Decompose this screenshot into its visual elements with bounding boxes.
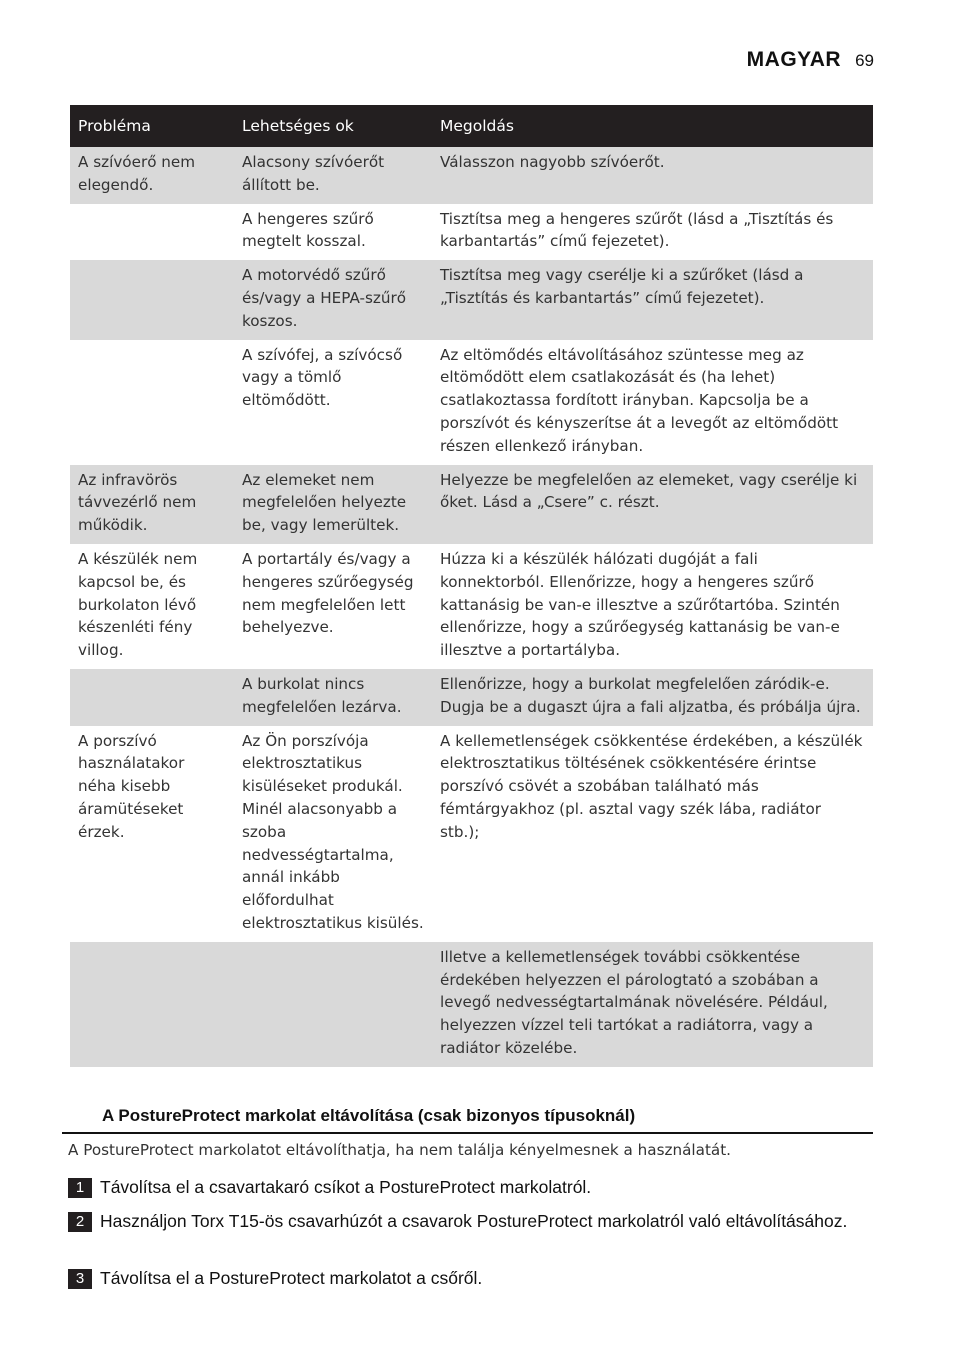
step-number: 1 — [68, 1178, 92, 1198]
problem-cell — [70, 340, 234, 465]
step-text: Távolítsa el a PostureProtect markolatot a csőről. — [100, 1268, 483, 1288]
solution-cell: Tisztítsa meg vagy cserélje ki a szűrőket (lásd a „Tisztítás és karbantartás” című fejezetet). — [432, 260, 873, 339]
problem-cell: A szívóerő nem elegendő. — [70, 147, 234, 204]
cause-cell: A burkolat nincs megfelelően lezárva. — [234, 669, 432, 726]
step-item — [68, 1267, 873, 1290]
table-row — [70, 204, 873, 261]
column-header-problem: Probléma — [70, 105, 234, 147]
troubleshooting-table — [70, 105, 873, 1067]
table-row — [70, 340, 873, 465]
cause-cell: A szívófej, a szívócső vagy a tömlő eltömődött. — [234, 340, 432, 465]
table-row — [70, 544, 873, 669]
solution-cell: Válasszon nagyobb szívóerőt. — [432, 147, 873, 204]
cause-cell: Alacsony szívóerőt állított be. — [234, 147, 432, 204]
step-number: 3 — [68, 1269, 92, 1289]
table-row — [70, 260, 873, 339]
problem-cell: Az infravörös távvezérlő nem működik. — [70, 465, 234, 544]
cause-cell: Az elemeket nem megfelelően helyezte be, vagy lemerültek. — [234, 465, 432, 544]
cause-cell — [234, 942, 432, 1067]
solution-cell: Az eltömődés eltávolításához szüntesse meg az eltömődött elem csatlakozását és (ha lehet) csatlakoztassa fordított irányban. Kapcsolja be a porszívót és kényszerítse át a levegőt az eltömődött részen ellenkező irányban. — [432, 340, 873, 465]
cause-cell: A motorvédő szűrő és/vagy a HEPA-szűrő koszos. — [234, 260, 432, 339]
solution-cell: Tisztítsa meg a hengeres szűrőt (lásd a „Tisztítás és karbantartás” című fejezetet). — [432, 204, 873, 261]
table-row — [70, 147, 873, 204]
table-row — [70, 726, 873, 942]
table-header-row — [70, 105, 873, 147]
cause-cell: A portartály és/vagy a hengeres szűrőegység nem megfelelően lett behelyezve. — [234, 544, 432, 669]
problem-cell: A készülék nem kapcsol be, és burkolaton lévő készenléti fény villog. — [70, 544, 234, 669]
cause-cell: A hengeres szűrő megtelt kosszal. — [234, 204, 432, 261]
solution-cell: Illetve a kellemetlenségek további csökkentése érdekében helyezzen el párologtató a szobában a levegő nedvességtartalmának növelésére. Például, helyezzen vízzel teli tartókat a radiátorra, vagy a radiátor közelébe. — [432, 942, 873, 1067]
problem-cell — [70, 204, 234, 261]
step-number: 2 — [68, 1212, 92, 1232]
cause-cell: Az Ön porszívója elektrosztatikus kisüléseket produkál. Minél alacsonyabb a szoba nedvességtartalma, annál inkább előfordulhat elektrosztatikus kisülés. — [234, 726, 432, 942]
solution-cell: Húzza ki a készülék hálózati dugóját a fali konnektorból. Ellenőrizze, hogy a hengeres szűrő kattanásig be van-e illesztve a szűrőtartóba. Szintén ellenőrizze, hogy a szűrőegység kattanásig be van-e illesztve a portartályba. — [432, 544, 873, 669]
language-label: MAGYAR — [746, 48, 842, 71]
step-item — [68, 1210, 873, 1233]
solution-cell: Ellenőrizze, hogy a burkolat megfelelően záródik-e. Dugja be a dugaszt újra a fali aljzatba, és próbálja újra. — [432, 669, 873, 726]
table-row — [70, 942, 873, 1067]
problem-cell — [70, 942, 234, 1067]
column-header-cause: Lehetséges ok — [234, 105, 432, 147]
table-row — [70, 465, 873, 544]
section-intro: A PostureProtect markolatot eltávolíthatja, ha nem találja kényelmesnek a használatát. — [68, 1141, 731, 1159]
section-title: A PostureProtect markolat eltávolítása (csak bizonyos típusoknál) — [102, 1106, 636, 1125]
solution-cell: Helyezze be megfelelően az elemeket, vagy cserélje ki őket. Lásd a „Csere” c. részt. — [432, 465, 873, 544]
table-row — [70, 669, 873, 726]
page-number: 69 — [855, 51, 874, 70]
step-item — [68, 1176, 873, 1199]
section-divider — [62, 1132, 873, 1134]
problem-cell — [70, 260, 234, 339]
step-text: Távolítsa el a csavartakaró csíkot a PostureProtect markolatról. — [100, 1177, 592, 1197]
problem-cell: A porszívó használatakor néha kisebb áramütéseket érzek. — [70, 726, 234, 942]
column-header-solution: Megoldás — [432, 105, 873, 147]
solution-cell: A kellemetlenségek csökkentése érdekében, a készülék elektrosztatikus töltésének csökkentésére érintse porszívó csövét a szobában található más fémtárgyakhoz (pl. asztal vagy szék lába, radiátor stb.); — [432, 726, 873, 942]
problem-cell — [70, 669, 234, 726]
page-header — [747, 48, 874, 72]
step-text: Használjon Torx T15-ös csavarhúzót a csavarok PostureProtect markolatról való eltávolításához. — [100, 1211, 848, 1231]
